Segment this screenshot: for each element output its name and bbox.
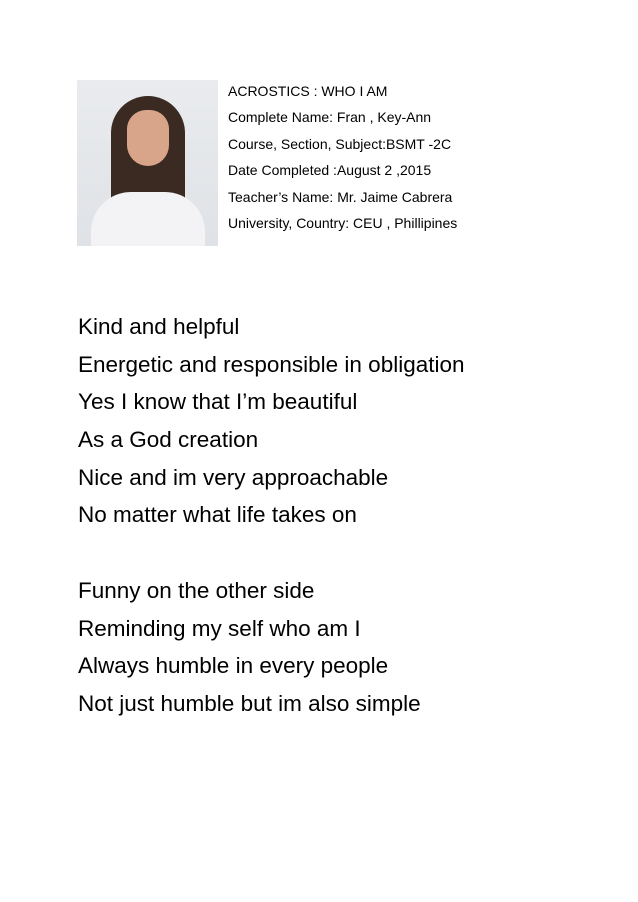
student-info bbox=[228, 78, 457, 236]
poem-line: No matter what life takes on bbox=[78, 502, 357, 528]
poem-line: Always humble in every people bbox=[78, 653, 389, 679]
complete-name: Complete Name: Fran , Key-Ann bbox=[228, 109, 432, 126]
course-section: Course, Section, Subject:BSMT -2C bbox=[228, 135, 452, 152]
date-completed: Date Completed :August 2 ,2015 bbox=[228, 162, 432, 179]
poem-line: Not just humble but im also simple bbox=[78, 690, 421, 716]
poem-line: Energetic and responsible in obligation bbox=[78, 351, 465, 377]
poem-line: As a God creation bbox=[78, 427, 259, 453]
acrostic-poem bbox=[78, 308, 465, 723]
document-title: ACROSTICS : WHO I AM bbox=[228, 83, 388, 99]
teacher-name: Teacher’s Name: Mr. Jaime Cabrera bbox=[228, 188, 453, 205]
stanza-break bbox=[78, 534, 465, 572]
university-country: University, Country: CEU , Phillipines bbox=[228, 215, 458, 232]
student-photo bbox=[77, 80, 218, 246]
poem-line: Kind and helpful bbox=[78, 314, 240, 339]
poem-line: Funny on the other side bbox=[78, 577, 315, 603]
poem-line: Yes I know that I’m beautiful bbox=[78, 389, 358, 415]
poem-line: Nice and im very approachable bbox=[78, 464, 389, 490]
poem-line: Reminding my self who am I bbox=[78, 615, 361, 641]
